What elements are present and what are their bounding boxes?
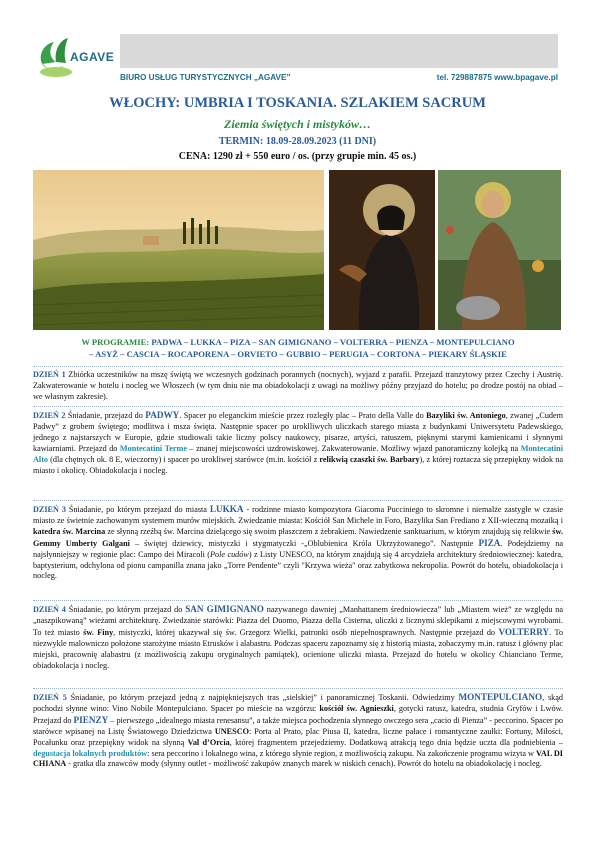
place-san-gimignano: SAN GIMIGNANO	[185, 604, 264, 614]
separator	[33, 366, 563, 367]
header-banner	[120, 34, 558, 68]
place-lukka: LUKKA	[209, 504, 244, 514]
separator	[33, 406, 563, 407]
header	[28, 34, 558, 84]
agency-contact[interactable]: tel. 729887875 www.bpagave.pl	[436, 73, 558, 82]
saint-francis-painting	[438, 170, 561, 330]
place-montecatini-alto: Montecatini Alto	[33, 443, 564, 464]
place-volterra: VOLTERRY	[498, 626, 550, 637]
program-route-2: – ASYŻ – CASCIA – ROCAPORENA – ORVIETO – GUBBIO – PERUGIA – CORTONA – PIEKARY ŚLĄSKIE	[89, 349, 507, 359]
place-padwa: PADWY	[145, 410, 180, 420]
day-5: DZIEŃ 5 Śniadanie, po którym przejazd jedną z najpiękniejszych tras „sielskiej” i panoramicznej Toskanii. Odwiedzimy MONTEPULCIANO, skąd pochodzi słynne wino: Vino Nobile Montepulciano. Spacer po mieście na wzgórzu: kościół św. Agnieszki, gotycki ratusz, katedra, studnia Gryfów i Lwów. Przejazd do PIENZY – pierwszego „idealnego miasta renesansu”, a także miejsca pochodzenia słynnego owczego sera „cacio di Pienza” - peccorino. Spacer po starówce wpisanej na Listę Światowego Dziedzictwa UNESCO: Porta al Prato, plac Piusa II, katedra, liczne pałace i romantyczne zaułki: Fortuny, Miłości, Pocałunku oraz przepiękny widok na słynną Val d’Orcia, której fragmentem przejedziemy. Dodatkową atrakcją tego dnia będzie uczta dla podniebienia – degustacja lokalnych produktów: sera peccorino i lokalnego wina, z którego słynie region, z możliwością zakupu. Na zakończenie programu wizyta w VAL DI CHIANA - gratka dla znawców mody (słynny outlet - możliwość zakupów znanych marek w niskich cenach). Powrót do hotelu na obiadokolację i nocleg.	[33, 692, 564, 769]
program-route-1: PADWA – LUKKA – PIZA – SAN GIMIGNANO – VOLTERRA – PIENZA – MONTEPULCIANO	[151, 337, 515, 347]
agency-name: BIURO USŁUG TURYSTYCZNYCH „AGAVE”	[120, 73, 291, 82]
trip-dates: TERMIN: 18.09-28.09.2023 (11 DNI)	[218, 136, 377, 147]
local-products-tasting: degustacja lokalnych produktów	[33, 748, 148, 758]
separator	[33, 500, 563, 501]
page-subtitle: Ziemia świętych i mistyków…	[224, 117, 371, 131]
saint-rita-painting	[329, 170, 435, 330]
place-piza: PIZA	[478, 537, 501, 548]
day-4: DZIEŃ 4 Śniadanie, po którym przejazd do SAN GIMIGNANO nazywanego dawniej „Manhattanem średniowiecza” lub „Miastem wież” ze względu na „naszpikowaną” wieżami architekturę. Zwiedzanie starówki: Piazza del Duomo, Piazza della Cisterna, uliczki z licznymi sklepikami z miejscowymi wyrobami. To też miasto św. Finy, mistyczki, której ukazywał się św. Grzegorz Wielki, patronki osób niepełnosprawnych. Następnie przejazd do VOLTERRY. To niezwykle malowniczo położone starożytne miasto Etrusków i alabastru. Podczas spaceru zapoznamy się z historią miasta, zobaczymy m.in. ratusz i główny plac miejski, pracownię alabastru (z możliwością zakupu oryginalnych pamiątek), ocienione uliczki miasta. Przejazd do hotelu w okolicy Chianciano Terme, obiadokolacja i nocleg.	[33, 604, 564, 670]
program-label: W PROGRAMIE:	[81, 337, 150, 347]
logo-text: AGAVE	[70, 50, 115, 64]
program-line-1	[33, 336, 563, 348]
tuscany-landscape-photo	[33, 170, 324, 330]
day-label: DZIEŃ 4	[33, 605, 66, 614]
day-3: DZIEŃ 3 Śniadanie, po którym przejazd do miasta LUKKA - rodzinne miasto kompozytora Giacoma Pucciniego to skromne i niemalże zastygłe w czasie miasto ze świetnie zachowanym systemem murów miejskich. Zwiedzanie miasta: Kościół San Michele in Foro, Bazylika San Frediano z XII-wieczną mozaiką i katedra św. Marcina ze słynną rzeźbą św. Marcina dzielącego się swoim płaszczem z żebrakiem. Nawiedzenie sanktuarium, w którym znajdują się relikwie św. Gemmy Umberty Galgani – świętej dziewicy, mistyczki i stygmatyczki -„Oblubienica Króla Ukrzyżowanego”. Następnie PIZA. Podejdziemy na najsłynniejszy w regionie plac: Campo dei Miracoli (Pole cudów) z Listy UNESCO, na którym znajdują się 4 arcydzieła architektury średniowiecznej: katedra, baptysterium, odchylona od pionu campanilla znana jako „Torre Pendente” czyli "Krzywa wieża" oraz zabytkowa nekropolia. Powrót do hotelu, obiadokolacja i nocleg.	[33, 504, 564, 581]
day-label: DZIEŃ 3	[33, 505, 66, 514]
place-montepulciano: MONTEPULCIANO	[458, 692, 543, 702]
separator	[33, 600, 563, 601]
day-label: DZIEŃ 2	[33, 411, 66, 420]
agave-logo	[36, 36, 118, 84]
place-pienza: PIENZY	[73, 714, 109, 725]
separator	[33, 688, 563, 689]
day-label: DZIEŃ 5	[33, 693, 67, 702]
day-1: DZIEŃ 1 Zbiórka uczestników na mszę świętą we wczesnych godzinach porannych (nocnych), wyjazd z parafii. Przejazd tranzytowy przez Czechy i Austrię. Zakwaterowanie w hotelu i nocleg we Włoszech (w tym dniu nie ma obiadokolacji z uwagi na możliwy późny przyjazd do hotelu; po drodze postój na obiad – we własnym zakresie).	[33, 370, 563, 401]
page-title: WŁOCHY: UMBRIA I TOSKANIA. SZLAKIEM SACRUM	[109, 95, 486, 111]
program-summary	[33, 336, 563, 360]
day-label: DZIEŃ 1	[33, 370, 66, 379]
day-2: DZIEŃ 2 Śniadanie, przejazd do PADWY. Spacer po eleganckim mieście przez rozległy plac – Prato della Valle do Bazyliki św. Antoniego, zwanej „Cudem Padwy” z grobem świętego; modlitwa i msza święta. Następnie spacer po uroklliwych uliczkach starego miasta z budynkami Uniwersytetu Padewskiego, jednego z najstarszych w Europie, gdzie studiowali takie liczny polscy naukowcy, pisarze, artyści, ratuszem, pięknymi starymi kamienicami i słynnymi kawiarniami. Przejazd do Montecatini Terme – znanej miejscowości uzdrowiskowej. Zakwaterowanie. Możliwy wjazd panoramiczny kolejką na Montecatini Alto (dla chętnych ok. 8 E, wieczorny) i spacer po urokliwej starówce (m.in. kościół z relikwią czaszki św. Barbary), z której roztacza się przepiękny widok na miasto i okolicę. Obiadokolacja i nocleg.	[33, 410, 564, 475]
place-montecatini-terme: Montecatini Terme	[119, 443, 187, 453]
trip-price: CENA: 1290 zł + 550 euro / os. (przy grupie min. 45 os.)	[178, 151, 417, 162]
